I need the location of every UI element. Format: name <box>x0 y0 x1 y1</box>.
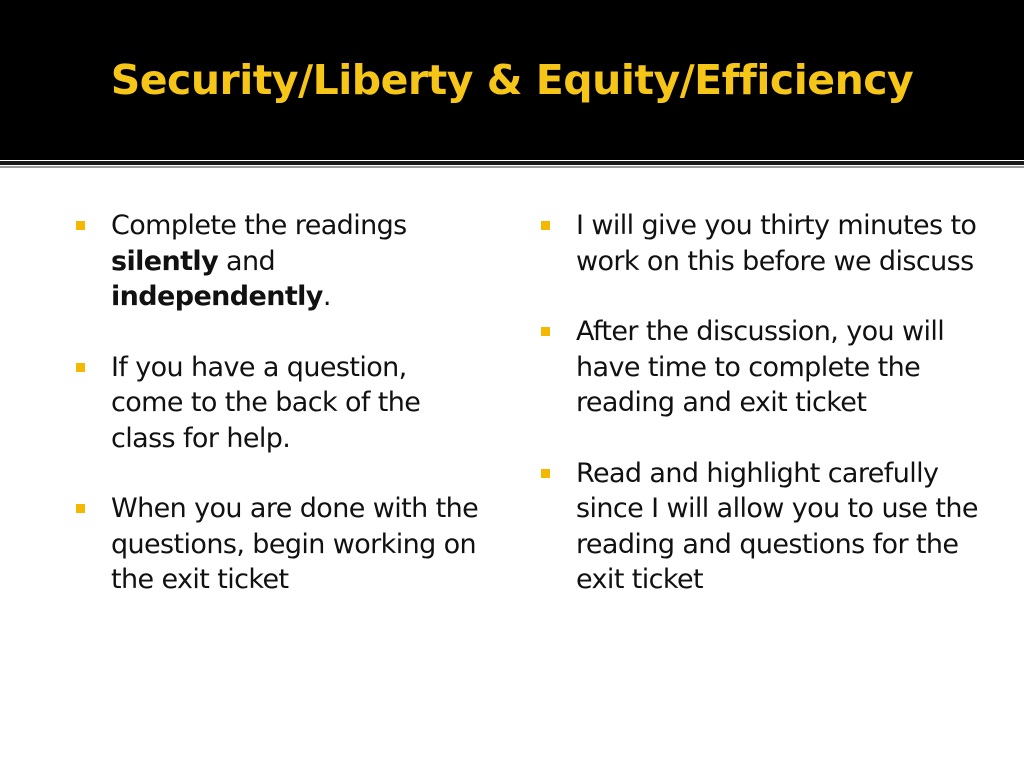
title-bar <box>0 0 1024 160</box>
bullet-text-emphasis: silently <box>111 245 219 277</box>
left-bullet-list <box>76 208 486 633</box>
bullet-text-segment: Complete the readings <box>111 210 407 241</box>
bullet-text: After the discussion, you will have time to complete the reading and exit ticket <box>576 316 945 418</box>
bullet-text <box>111 210 407 312</box>
bullet-item <box>541 456 981 598</box>
square-bullet-icon <box>541 469 550 478</box>
square-bullet-icon <box>76 221 85 230</box>
bullet-item <box>541 208 981 279</box>
bullet-item <box>76 491 486 598</box>
slide-title: Security/Liberty & Equity/Efficiency <box>110 56 914 104</box>
bullet-text-segment: and <box>218 245 276 277</box>
right-bullet-list <box>541 208 981 633</box>
bullet-text: Read and highlight carefully since I will allow you to use the reading and questions for the exit ticket <box>576 457 978 595</box>
bullet-text-segment: . <box>322 281 331 312</box>
bullet-text: When you are done with the questions, begin working on the exit ticket <box>111 493 479 595</box>
square-bullet-icon <box>541 221 550 230</box>
square-bullet-icon <box>76 504 85 513</box>
bullet-item <box>541 314 981 421</box>
title-divider-shadow <box>0 166 1024 168</box>
bullet-item <box>76 350 486 457</box>
bullet-text: I will give you thirty minutes to work on this before we discuss <box>576 210 977 277</box>
bullet-text: If you have a question, come to the back of the class for help. <box>111 351 421 454</box>
title-divider <box>0 161 1024 165</box>
bullet-text-emphasis: independently <box>111 281 323 312</box>
bullet-item <box>76 208 486 315</box>
square-bullet-icon <box>76 363 85 372</box>
square-bullet-icon <box>541 327 550 336</box>
